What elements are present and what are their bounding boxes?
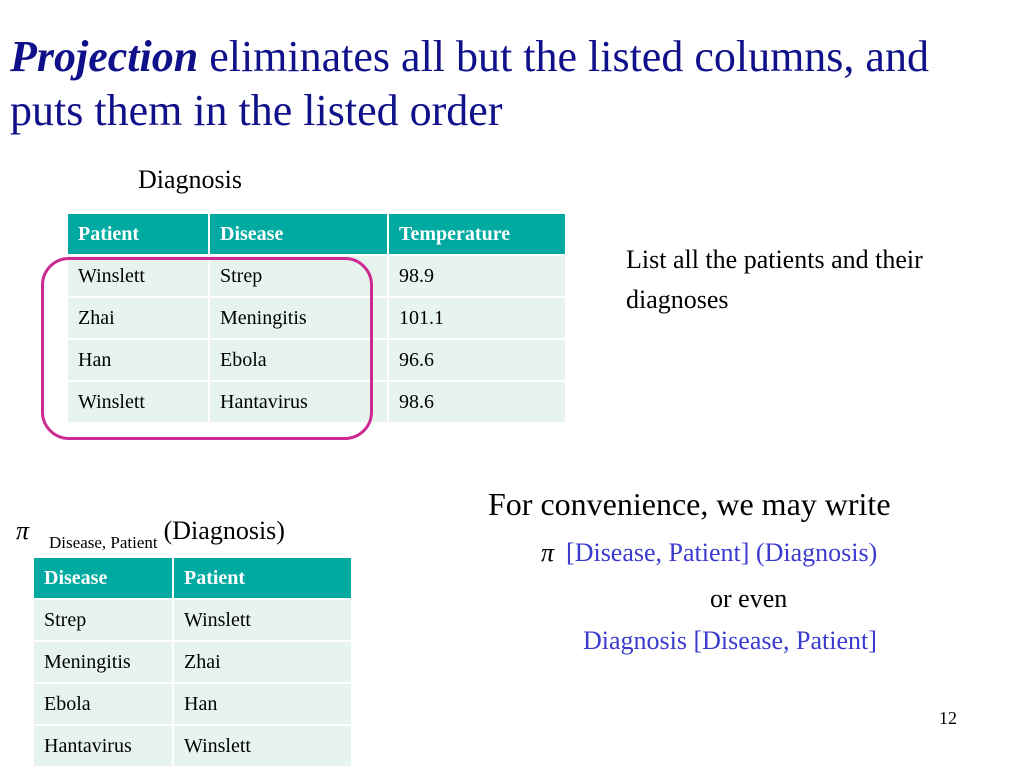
table-header-row bbox=[68, 214, 566, 255]
table-cell: Winslett bbox=[173, 599, 352, 641]
projection-subscript: Disease, Patient bbox=[49, 533, 158, 552]
table-cell: Meningitis bbox=[34, 641, 173, 683]
diagnosis-caption: Diagnosis bbox=[138, 165, 242, 194]
table-row bbox=[34, 641, 352, 683]
table-cell: 96.6 bbox=[388, 339, 566, 381]
convenience-bracket-form: [Disease, Patient] (Diagnosis) bbox=[566, 538, 878, 567]
table-cell: Strep bbox=[34, 599, 173, 641]
table-cell: Hantavirus bbox=[209, 381, 388, 422]
projection-highlight bbox=[41, 257, 373, 440]
pi-symbol: π bbox=[541, 538, 555, 567]
table-row bbox=[34, 683, 352, 725]
table-cell: Hantavirus bbox=[34, 725, 173, 766]
table-cell: Meningitis bbox=[209, 297, 388, 339]
projection-expression bbox=[16, 516, 285, 552]
pi-symbol: π bbox=[16, 516, 30, 545]
title-emphasis: Projection bbox=[10, 32, 199, 81]
header-cell: Disease bbox=[34, 558, 173, 599]
table-cell: 101.1 bbox=[388, 297, 566, 339]
projection-relation: (Diagnosis) bbox=[163, 516, 285, 545]
table-cell: Han bbox=[173, 683, 352, 725]
side-note: List all the patients and their diagnoses bbox=[626, 245, 923, 314]
table-row bbox=[34, 599, 352, 641]
table-cell: Strep bbox=[209, 255, 388, 297]
table-cell: Winslett bbox=[68, 381, 209, 422]
table-cell: 98.6 bbox=[388, 381, 566, 422]
table-cell: Zhai bbox=[68, 297, 209, 339]
table-cell: Ebola bbox=[34, 683, 173, 725]
convenience-short-form: Diagnosis [Disease, Patient] bbox=[583, 626, 877, 655]
header-cell: Disease bbox=[209, 214, 388, 255]
table-cell: Winslett bbox=[173, 725, 352, 766]
table-cell: Ebola bbox=[209, 339, 388, 381]
header-cell: Patient bbox=[173, 558, 352, 599]
table-row bbox=[34, 725, 352, 766]
header-cell: Patient bbox=[68, 214, 209, 255]
header-cell: Temperature bbox=[388, 214, 566, 255]
title-rest: eliminates all but the listed columns, and puts them in the listed order bbox=[10, 32, 929, 135]
table-header-row bbox=[34, 558, 352, 599]
slide-title bbox=[10, 30, 1010, 138]
table-cell: Han bbox=[68, 339, 209, 381]
convenience-heading: For convenience, we may write bbox=[488, 486, 891, 522]
result-table bbox=[34, 558, 353, 766]
table-cell: Winslett bbox=[68, 255, 209, 297]
table-cell: 98.9 bbox=[388, 255, 566, 297]
slide-number: 12 bbox=[939, 708, 957, 728]
or-even-text: or even bbox=[710, 584, 788, 613]
convenience-expression bbox=[541, 538, 877, 568]
table-cell: Zhai bbox=[173, 641, 352, 683]
